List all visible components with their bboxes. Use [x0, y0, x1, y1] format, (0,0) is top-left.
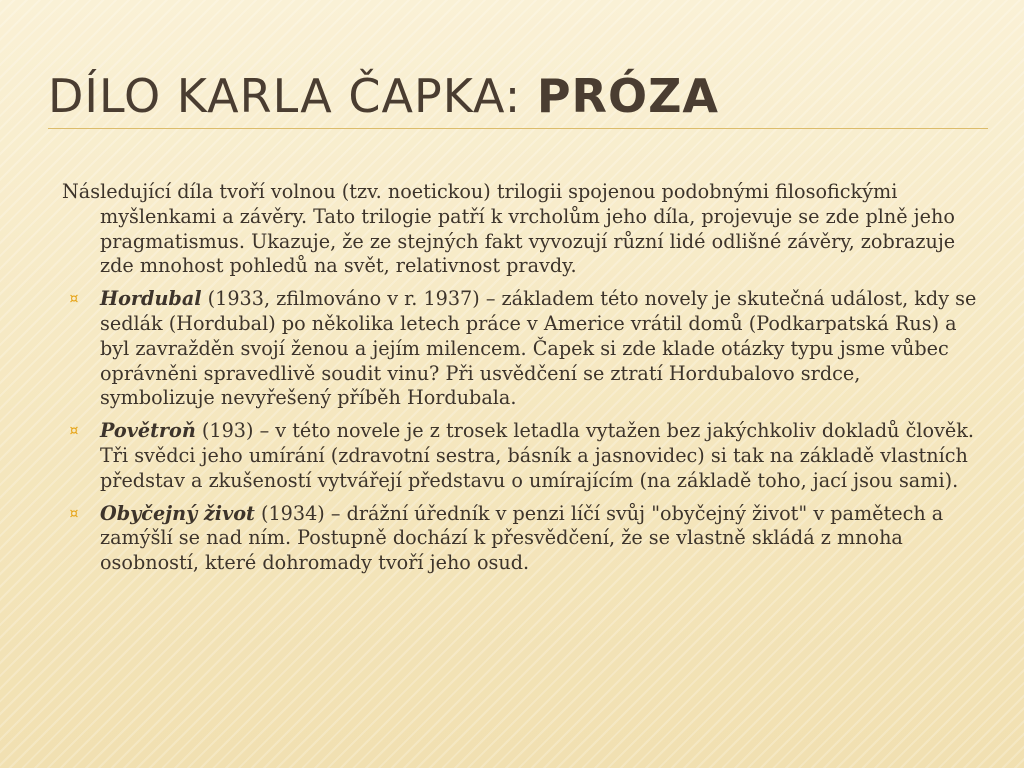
slide-title [48, 66, 988, 126]
work-title: Povětroň [100, 419, 196, 443]
title-divider [48, 128, 988, 129]
bullet-icon: ¤ [69, 291, 79, 308]
work-title: Obyčejný život [100, 501, 255, 525]
list-item-obycejny-zivot [62, 502, 977, 576]
bullet-icon: ¤ [69, 423, 79, 440]
list-item-hordubal [62, 287, 977, 411]
work-title: Hordubal [100, 287, 202, 311]
list-item-povetron [62, 419, 977, 493]
bullet-icon: ¤ [69, 505, 79, 522]
work-description: (193) – v této novele je z trosek letadla vytažen bez jakýchkoliv dokladů člověk. Tři svědci jeho umírání (zdravotní sestra, básník a jasnovidec) si tak na základě vlastních představ a zkušeností vytvářejí představu o umírajícím (na základě toho, jací jsou sami). [100, 419, 974, 492]
intro-paragraph: Následující díla tvoří volnou (tzv. noetickou) trilogii spojenou podobnými filosofickými myšlenkami a závěry. Tato trilogie patří k vrcholům jeho díla, projevuje se zde plně jeho pragmatismus. Ukazuje, že ze stejných fakt vyvozují různí lidé odlišné závěry, zobrazuje zde mnohost pohledů na svět, relativnost pravdy. [62, 180, 956, 278]
work-description: (1933, zfilmováno v r. 1937) – základem této novely je skutečná událost, kdy se sedlák (Hordubal) po několika letech práce v Americe vrátil domů (Podkarpatská Rus) a byl zavražděn svojí ženou a jejím milencem. Čapek si zde klade otázky typu jsme vůbec oprávněni spravedlivě soudit vinu? Při usvědčení se ztratí Hordubalovo srdce, symbolizuje nevyřešený příběh Hordubala. [100, 287, 977, 410]
slide-title-emphasis: PRÓZA [536, 69, 720, 123]
slide-title-prefix: DÍLO KARLA ČAPKA: [48, 69, 537, 123]
work-description: (1934) – drážní úředník v penzi líčí svůj "obyčejný život" v pamětech a zamýšlí se nad ním. Postupně dochází k přesvědčení, že se vlastně skládá z mnoha osobností, které dohromady tvoří jeho osud. [100, 501, 944, 575]
slide-body [62, 180, 977, 584]
